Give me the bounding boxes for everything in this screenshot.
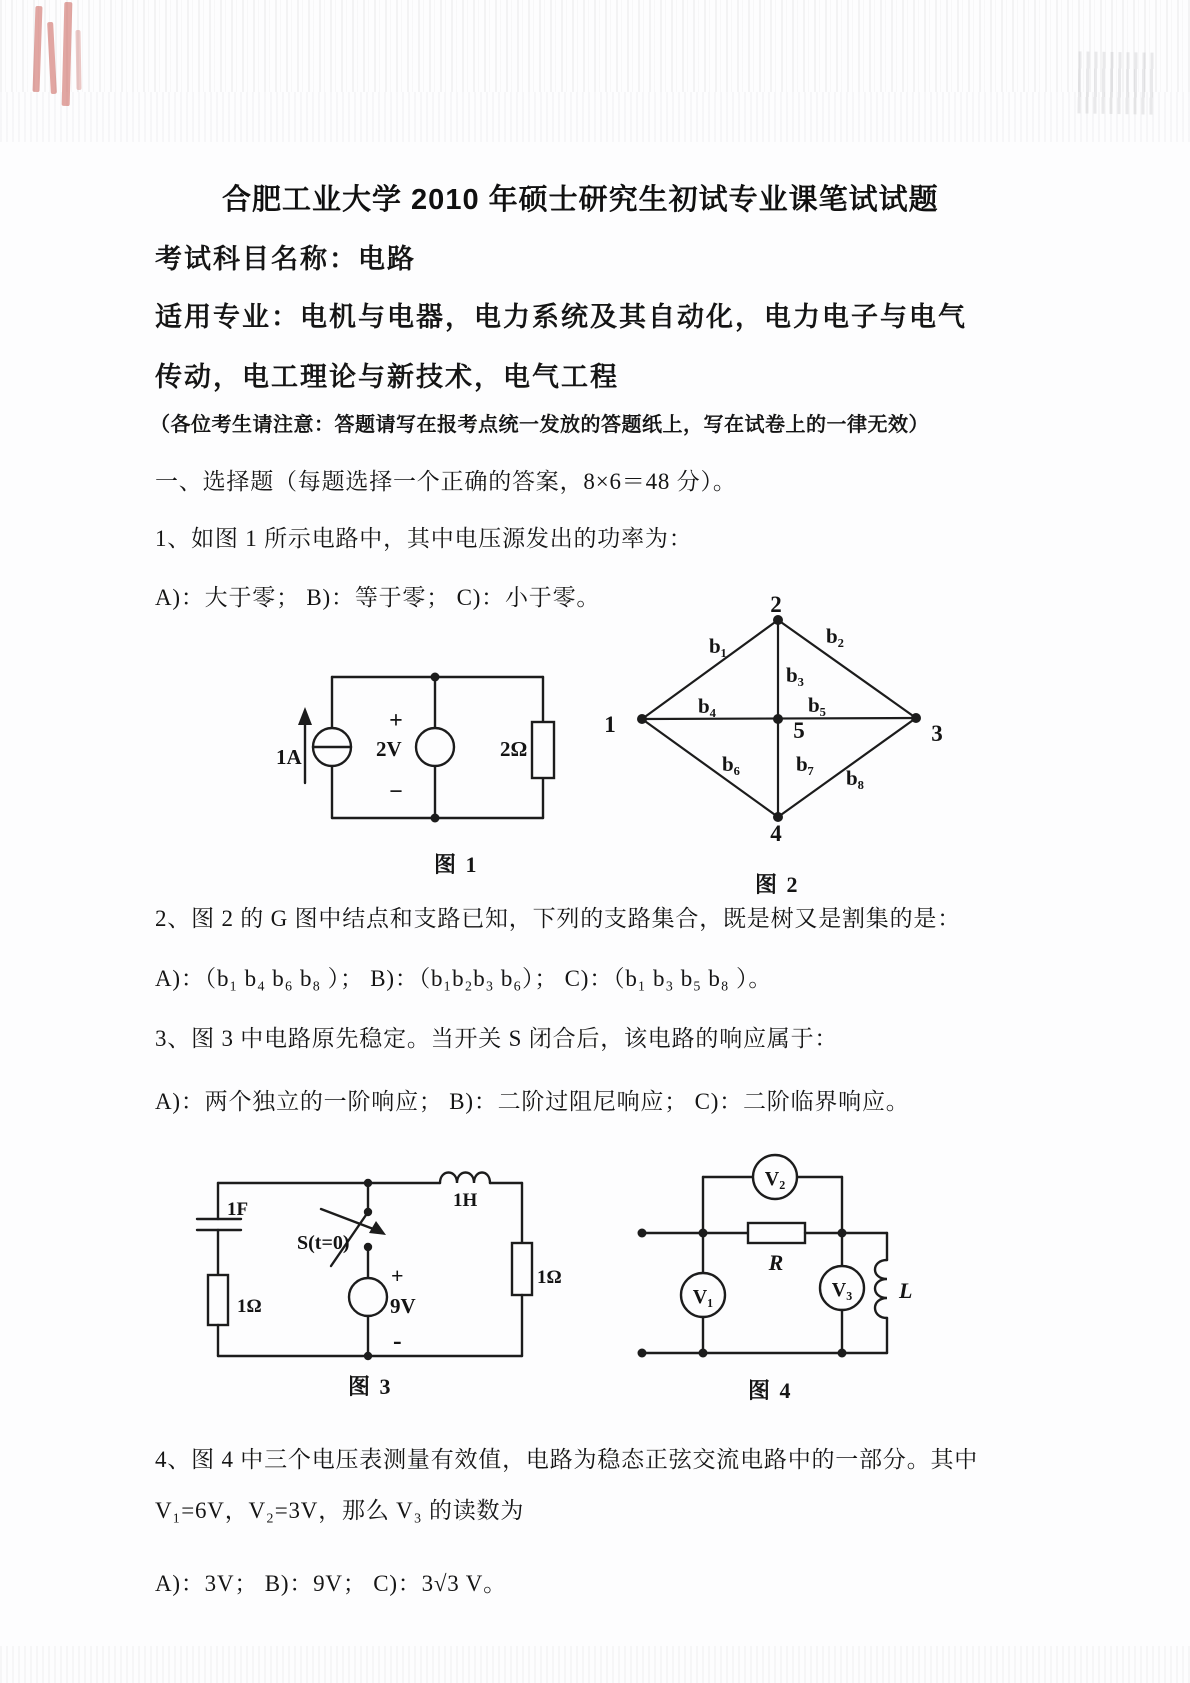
voltmeter-3-label: V₃ — [831, 1279, 853, 1301]
junction-dot — [431, 673, 440, 682]
q3-options: A)：两个独立的一阶响应； B)：二阶过阻尼响应； C)：二阶临界响应。 — [155, 1089, 910, 1114]
resistor-label: R — [768, 1250, 784, 1275]
q4-stem-line-1: 4、图 4 中三个电压表测量有效值，电路为稳态正弦交流电路中的一部分。其中 — [155, 1447, 979, 1472]
voltage-label: 2V — [376, 737, 402, 761]
junction-dot — [699, 1349, 708, 1358]
right-resistor-label: 1Ω — [537, 1267, 562, 1288]
q4-options: A)：3V； B)：9V； C)：3√3 V。 — [155, 1571, 507, 1596]
junction-dot — [838, 1229, 847, 1238]
graph-node-5 — [773, 714, 783, 724]
figure-4-circuit — [625, 1140, 955, 1370]
node-label-3: 3 — [931, 721, 943, 746]
scan-noise-bottom — [0, 1646, 1190, 1683]
figure-4-caption: 图 4 — [748, 1378, 793, 1403]
majors-line-2: 传动，电工理论与新技术，电气工程 — [155, 362, 619, 392]
minus-sign: - — [393, 1326, 402, 1355]
node-label-1: 1 — [604, 712, 616, 737]
figure-1-circuit — [270, 615, 560, 830]
figure-2-graph — [590, 585, 960, 855]
subject-line: 考试科目名称：电路 — [155, 244, 416, 274]
inductor-icon — [875, 1260, 887, 1318]
voltmeter-2-label: V₂ — [764, 1168, 786, 1190]
inductor-label: L — [899, 1278, 913, 1303]
left-resistor-label: 1Ω — [237, 1296, 262, 1317]
junction-dot — [699, 1229, 708, 1238]
figure-1-caption: 图 1 — [434, 852, 479, 877]
q3-stem: 3、图 3 中电路原先稳定。当开关 S 闭合后，该电路的响应属于： — [155, 1026, 839, 1051]
current-arrowhead-icon — [298, 707, 312, 725]
scan-noise-top-2 — [0, 92, 1190, 142]
plus-sign: + — [389, 708, 403, 734]
junction-dot — [431, 814, 440, 823]
inductor-label: 1H — [453, 1190, 478, 1211]
branch-label-b4: b₄ — [698, 694, 716, 718]
voltage-source-icon — [416, 728, 454, 766]
junction-dot — [838, 1349, 847, 1358]
capacitor-label: 1F — [227, 1199, 249, 1220]
plus-sign: + — [391, 1263, 404, 1288]
resistor-icon — [208, 1275, 228, 1325]
graph-node-3 — [911, 713, 921, 723]
voltage-source-icon — [349, 1278, 387, 1316]
graph-node-1 — [637, 714, 647, 724]
majors-line-1: 适用专业：电机与电器，电力系统及其自动化，电力电子与电气 — [155, 302, 967, 332]
scan-noise-top — [0, 0, 1190, 92]
scan-red-mark — [47, 22, 57, 94]
branch-label-b7: b₇ — [796, 752, 814, 776]
q1-stem: 1、如图 1 所示电路中，其中电压源发出的功率为： — [155, 526, 693, 551]
candidate-notice: （各位考生请注意：答题请写在报考点统一发放的答题纸上，写在试卷上的一律无效） — [150, 414, 929, 436]
resistor-icon — [532, 722, 554, 778]
node-label-2: 2 — [770, 592, 782, 617]
switch-terminal-dot — [364, 1243, 372, 1251]
terminal-dot — [638, 1229, 647, 1238]
terminal-dot — [638, 1349, 647, 1358]
branch-label-b3: b₃ — [786, 663, 804, 687]
switch-terminal-dot — [364, 1208, 372, 1216]
scan-gray-smudge — [1077, 51, 1154, 114]
resistor-label: 2Ω — [500, 737, 528, 761]
voltmeter-1-label: V₁ — [692, 1286, 714, 1308]
figure-2-caption: 图 2 — [755, 872, 800, 897]
branch-label-b8: b₈ — [846, 766, 864, 790]
resistor-icon — [512, 1243, 532, 1295]
branch-label-b6: b₆ — [722, 752, 740, 776]
scan-red-mark — [33, 6, 43, 92]
source-label: 9V — [390, 1294, 416, 1318]
graph-edge-b6 — [642, 719, 778, 817]
node-label-5: 5 — [793, 718, 805, 743]
q4-stem-line-2: V₁=6V，V₂=3V，那么 V₃ 的读数为 — [155, 1498, 525, 1523]
junction-dot — [364, 1179, 372, 1187]
node-label-4: 4 — [770, 821, 782, 846]
branch-label-b1: b₁ — [709, 634, 727, 658]
branch-label-b2: b₂ — [826, 624, 844, 648]
switch-label: S(t=0) — [297, 1232, 350, 1254]
q1-options: A)：大于零； B)：等于零； C)：小于零。 — [155, 585, 601, 610]
q2-stem: 2、图 2 的 G 图中结点和支路已知，下列的支路集合，既是树又是割集的是： — [155, 906, 962, 931]
exam-title: 合肥工业大学 2010 年硕士研究生初试专业课笔试试题 — [222, 184, 939, 216]
section-heading: 一、选择题（每题选择一个正确的答案，8×6＝48 分）。 — [155, 469, 737, 494]
inductor-icon — [440, 1173, 490, 1184]
scan-red-mark — [75, 30, 81, 90]
branch-label-b5: b₅ — [808, 693, 826, 717]
scan-red-mark — [62, 2, 73, 106]
figure-3-caption: 图 3 — [348, 1374, 393, 1399]
resistor-icon — [748, 1223, 805, 1243]
junction-dot — [364, 1352, 372, 1360]
current-label: 1A — [276, 745, 302, 769]
minus-sign: − — [389, 779, 403, 805]
q2-options: A)：（b₁ b₄ b₆ b₈ ）； B)：（b₁b₂b₃ b₆）； C)：（b₁ b₃ b₅ b₈ ）。 — [155, 966, 773, 991]
